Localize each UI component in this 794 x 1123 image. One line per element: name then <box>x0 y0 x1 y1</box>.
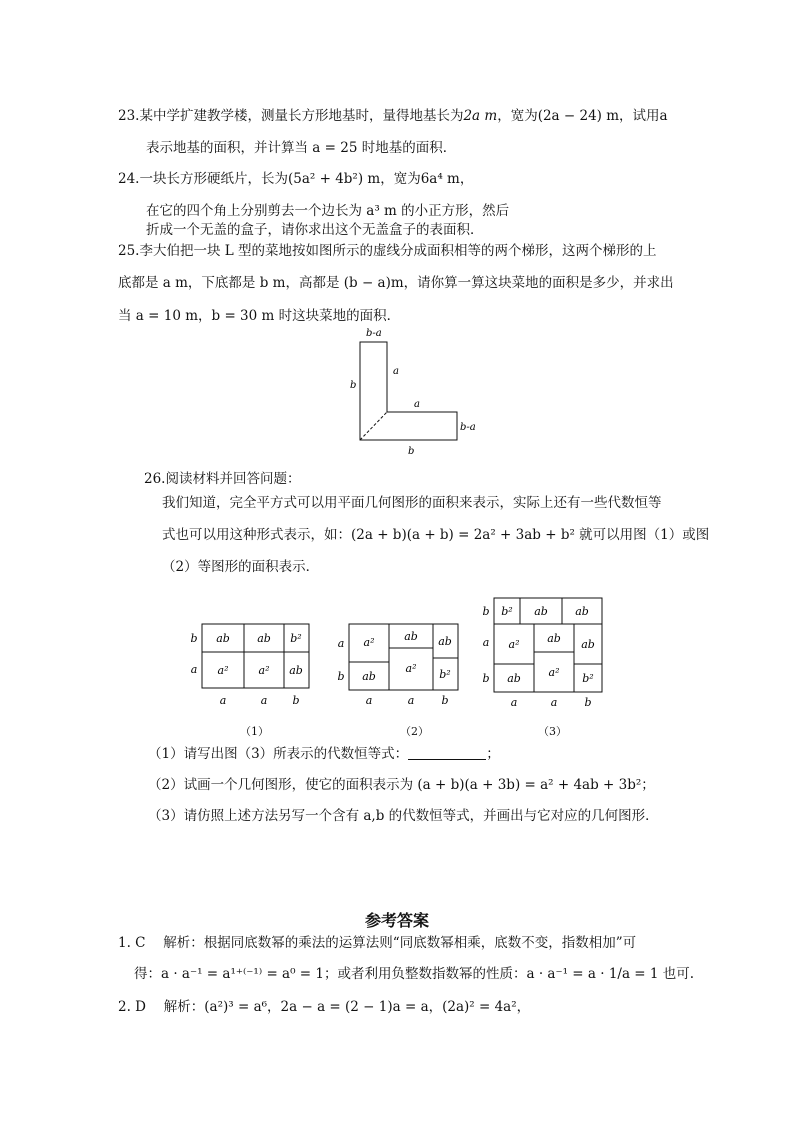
fig1-cell: b² <box>290 632 302 645</box>
fig2-cell: a² <box>405 662 417 675</box>
fig3-bottom: a <box>550 696 558 709</box>
fig1-cell: ab <box>289 664 303 677</box>
fig3-left: b <box>482 672 490 685</box>
fig2-cell: b² <box>439 668 451 681</box>
fig2-left: b <box>337 670 345 683</box>
answers-heading: 参考答案 <box>364 911 429 930</box>
fig1-cell: ab <box>216 632 230 645</box>
fig3-cell: a² <box>508 638 520 651</box>
figure-2 <box>333 618 463 710</box>
q26-sub2: （2）试画一个几何图形，使它的面积表示为 (a + b)(a + 3b) = a² + 4ab + 3b²； <box>148 777 655 793</box>
figure-1 <box>186 618 316 710</box>
fig3-cell: ab <box>534 605 548 618</box>
answer-1-line1: 1. C 解析：根据同底数幂的乘法的运算法则“同底数幂相乘，底数不变，指数相加”可 <box>118 935 637 951</box>
fig1-bottom: a <box>260 694 268 707</box>
fig2-cell: a² <box>363 636 375 649</box>
answer-2: 2. D 解析：(a²)³ = a⁶，2a − a = (2 − 1)a = a，(2a)² = 4a²， <box>118 999 531 1015</box>
fig1-left: b <box>190 632 198 645</box>
fig3-caption: （3） <box>538 725 567 738</box>
fig1-bottom: b <box>292 694 300 707</box>
q24-line1: 24.一块长方形硬纸片，长为(5a² + 4b²) m，宽为6a⁴ m， <box>118 171 474 187</box>
q26-p2: 式也可以用这种形式表示，如：(2a + b)(a + b) = 2a² + 3ab + b² 就可以用图（1）或图 <box>162 527 710 543</box>
fig3-bottom: b <box>584 696 592 709</box>
fig2-cell: ab <box>362 670 376 683</box>
l-shape-figure <box>340 322 490 460</box>
fig2-caption: （2） <box>400 725 429 738</box>
q25-line3: 当 a = 10 m，b = 30 m 时这块菜地的面积． <box>118 308 401 324</box>
answer-blank[interactable] <box>408 747 486 760</box>
label-inner-v: a <box>393 366 399 377</box>
fig3-cell: ab <box>581 638 595 651</box>
fig1-caption: （1） <box>240 725 269 738</box>
label-inner-h: a <box>414 399 420 410</box>
fig1-left: a <box>190 663 198 676</box>
label-left: b <box>350 380 357 391</box>
fig3-cell: b² <box>582 672 594 685</box>
q26-p1: 我们知道，完全平方式可以用平面几何图形的面积来表示，实际上还有一些代数恒等 <box>162 495 662 511</box>
label-bottom: b <box>408 446 415 457</box>
q26-sub3: （3）请仿照上述方法另写一个含有 a,b 的代数恒等式，并画出与它对应的几何图形． <box>148 808 659 824</box>
q25-line1: 25.李大伯把一块 L 型的菜地按如图所示的虚线分成面积相等的两个梯形，这两个梯形的上 <box>118 243 657 259</box>
q26-p3: （2）等图形的面积表示． <box>162 559 320 575</box>
q24-line2: 在它的四个角上分别剪去一个边长为 a³ m 的小正方形，然后 <box>146 203 510 219</box>
fig2-left: a <box>337 637 345 650</box>
fig3-cell: ab <box>507 672 521 685</box>
q26-title: 26.阅读材料并回答问题： <box>144 471 301 487</box>
q23-line1: 23.某中学扩建教学楼，测量长方形地基时，量得地基长为2a m，宽为(2a − 24) m，试用a <box>118 108 668 124</box>
fig3-cell: ab <box>575 605 589 618</box>
fig2-cell: ab <box>404 630 418 643</box>
fig3-left: a <box>482 636 490 649</box>
fig1-cell: ab <box>257 632 271 645</box>
fig2-bottom: a <box>365 694 373 707</box>
fig3-left: b <box>482 605 490 618</box>
fig1-cell: a² <box>258 664 270 677</box>
l-shape-dashed-diagonal <box>360 412 387 440</box>
q23-line2: 表示地基的面积，并计算当 a = 25 时地基的面积． <box>146 140 457 156</box>
fig3-cell: ab <box>547 632 561 645</box>
fig3-cell: a² <box>548 666 560 679</box>
q26-sub1: （1）请写出图（3）所表示的代数恒等式： ； <box>148 746 500 762</box>
answer-1-line2: 得：a · a⁻¹ = a¹⁺⁽⁻¹⁾ = a⁰ = 1；或者利用负整数指数幂的性质：a · a⁻¹ = a · 1/a = 1 也可. <box>134 966 695 982</box>
fig3-cell: b² <box>501 605 513 618</box>
figure-3 <box>478 594 608 714</box>
label-top: b-a <box>366 328 382 339</box>
fig2-bottom: b <box>441 694 449 707</box>
fig1-cell: a² <box>217 664 229 677</box>
label-right: b-a <box>460 422 476 433</box>
fig2-cell: ab <box>438 635 452 648</box>
q24-line3: 折成一个无盖的盒子，请你求出这个无盖盒子的表面积． <box>146 222 484 238</box>
fig1-bottom: a <box>219 694 227 707</box>
fig2-bottom: a <box>407 694 415 707</box>
q25-line2: 底都是 a m，下底都是 b m，高都是 (b − a)m，请你算一算这块菜地的面积是多少，并求出 <box>118 275 674 291</box>
fig3-bottom: a <box>510 696 518 709</box>
